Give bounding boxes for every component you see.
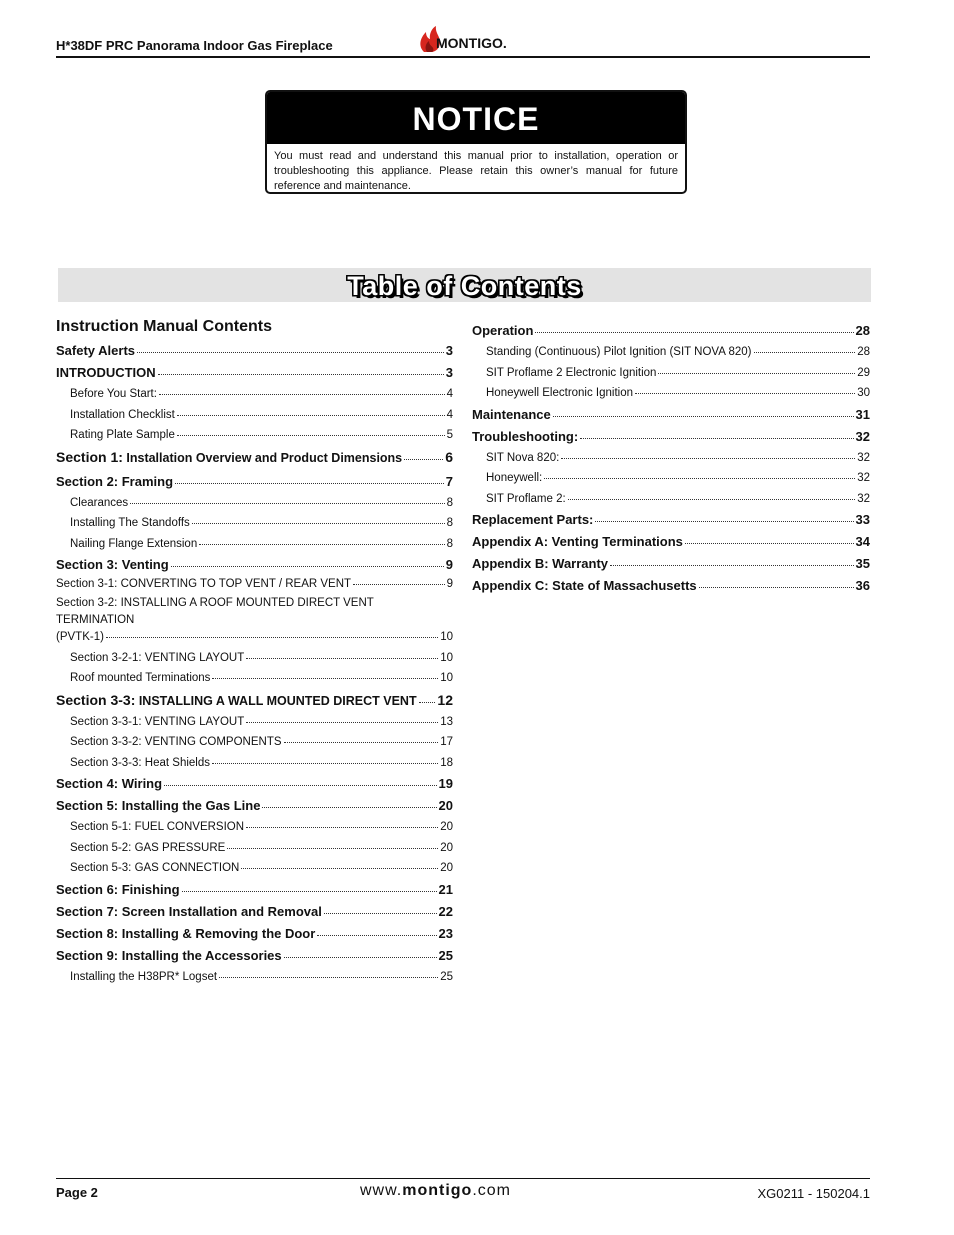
- toc-entry-title-main: Section 2: Framing: [56, 473, 174, 489]
- toc-entry[interactable]: [56, 860, 453, 877]
- toc-entry-page: 23: [438, 925, 453, 941]
- dot-leader: [137, 352, 444, 353]
- dot-leader: [175, 483, 444, 484]
- dot-leader: [284, 742, 439, 743]
- toc-entry-page: 10: [440, 630, 453, 643]
- toc-entry-title-main: Rating Plate Sample: [70, 429, 175, 441]
- dot-leader: [284, 957, 437, 958]
- toc-entry[interactable]: [472, 533, 870, 551]
- toc-left-heading: Instruction Manual Contents: [56, 318, 272, 335]
- toc-banner: [58, 268, 871, 302]
- dot-leader: [635, 393, 855, 394]
- dot-leader: [177, 435, 445, 436]
- toc-entry-title-main: Section 9: Installing the Accessories: [56, 947, 282, 963]
- dot-leader: [241, 868, 438, 869]
- toc-entry-page: 20: [440, 862, 453, 874]
- toc-entry-page: 30: [857, 387, 870, 399]
- toc-entry-title: [70, 734, 282, 751]
- toc-entry-title-main: Section 8: Installing & Removing the Door: [56, 925, 316, 941]
- dot-leader: [658, 373, 855, 374]
- toc-entry-title: [56, 691, 417, 710]
- dot-leader: [106, 637, 438, 638]
- toc-entry[interactable]: [56, 495, 453, 512]
- toc-entry[interactable]: [472, 577, 870, 595]
- toc-entry-title-main: Safety Alerts: [56, 343, 135, 358]
- toc-entry-page: 32: [857, 472, 870, 484]
- toc-entry[interactable]: [56, 364, 453, 382]
- toc-entry-page: 32: [855, 428, 870, 444]
- toc-entry-title-sub: Installation Overview and Product Dimensions: [122, 450, 403, 465]
- toc-entry-page: 5: [446, 429, 453, 441]
- toc-entry-page: 4: [446, 388, 453, 400]
- toc-entry-title-main: Section 3-3-1: VENTING LAYOUT: [70, 715, 245, 728]
- toc-left-column: [56, 316, 453, 985]
- toc-entry-title: [56, 925, 315, 943]
- toc-entry[interactable]: [472, 344, 870, 361]
- dot-leader: [158, 374, 444, 375]
- toc-entry-page: 34: [855, 534, 870, 549]
- toc-entry[interactable]: [56, 342, 453, 360]
- toc-entry[interactable]: [472, 428, 870, 446]
- dot-leader: [324, 913, 437, 914]
- header-divider: [56, 56, 870, 58]
- toc-entry-title: [56, 364, 156, 382]
- toc-entry-title: [70, 670, 210, 687]
- dot-leader: [171, 566, 444, 567]
- toc-entry-title-main: Section 5: Installing the Gas Line: [56, 798, 261, 813]
- toc-entry-title: [472, 555, 608, 573]
- toc-entry[interactable]: [472, 365, 870, 382]
- toc-entry[interactable]: [56, 881, 453, 899]
- dot-leader: [246, 658, 438, 659]
- toc-entry-title-continued: (PVTK-1): [56, 630, 104, 643]
- footer-page-number: Page 2: [56, 1185, 98, 1200]
- toc-entry-title-main: Nailing Flange Extension: [70, 537, 198, 550]
- toc-entry-title: [56, 576, 351, 593]
- dot-leader: [159, 394, 445, 395]
- toc-entry-page: 10: [440, 672, 453, 684]
- toc-entry-page: 22: [438, 903, 453, 919]
- toc-entry-page: 17: [440, 736, 453, 748]
- toc-entry-title-main: Troubleshooting:: [472, 428, 579, 444]
- toc-right-list: [472, 322, 870, 595]
- notice-heading: NOTICE: [267, 92, 685, 144]
- toc-entry-title-main: Honeywell:: [486, 472, 543, 484]
- toc-entry[interactable]: [56, 556, 453, 574]
- montigo-logo: [416, 24, 516, 54]
- toc-entry[interactable]: [472, 406, 870, 424]
- toc-entry[interactable]: [56, 427, 453, 444]
- toc-entry-page: 21: [438, 881, 453, 897]
- toc-entry[interactable]: [56, 473, 453, 491]
- toc-entry-title-main: Installation Checklist: [70, 408, 175, 421]
- dot-leader: [246, 722, 438, 723]
- dot-leader: [580, 438, 853, 439]
- toc-entry-title: [70, 840, 225, 857]
- toc-entry-title-main: Clearances: [70, 496, 129, 509]
- toc-entry-title: [70, 969, 217, 986]
- toc-entry-title-main: Section 3-2-1: VENTING LAYOUT: [70, 651, 245, 664]
- toc-entry-title-main: Before You Start:: [70, 388, 157, 400]
- toc-entry-page: 20: [438, 798, 453, 813]
- toc-entry-title: Section 3-2: INSTALLING A ROOF MOUNTED DIRECT VENT TERMINATION: [56, 596, 374, 626]
- toc-entry-page: 29: [857, 366, 870, 379]
- toc-entry[interactable]: [472, 555, 870, 573]
- dot-leader: [404, 459, 443, 460]
- toc-entry-title-main: Section 5-3: GAS CONNECTION: [70, 862, 240, 874]
- toc-entry-page: 28: [855, 323, 870, 338]
- dot-leader: [164, 785, 436, 786]
- footer-divider: [56, 1178, 870, 1179]
- toc-entry[interactable]: [56, 947, 453, 965]
- dot-leader: [262, 807, 436, 808]
- toc-entry[interactable]: [56, 650, 453, 667]
- dot-leader: [199, 544, 444, 545]
- toc-entry-title: [70, 515, 190, 532]
- dot-leader: [685, 543, 854, 544]
- toc-entry-title-main: Installing The Standoffs: [70, 517, 190, 529]
- toc-entry-title: [70, 407, 175, 424]
- toc-entry-page: 8: [446, 537, 453, 550]
- toc-entry-page: 6: [445, 448, 453, 465]
- toc-title: Table of Contents: [347, 271, 582, 301]
- toc-entry[interactable]: [56, 515, 453, 532]
- toc-entry[interactable]: [56, 925, 453, 943]
- dot-leader: [568, 499, 856, 500]
- toc-entry[interactable]: [56, 775, 453, 793]
- toc-entry-title-main: INTRODUCTION: [56, 365, 156, 380]
- dot-leader: [553, 416, 854, 417]
- toc-entry-page: 31: [855, 406, 870, 422]
- footer-website-link[interactable]: [360, 1182, 511, 1200]
- dot-leader: [535, 332, 853, 333]
- toc-entry[interactable]: [472, 322, 870, 340]
- toc-entry-page: 25: [438, 947, 453, 963]
- toc-entry-title: [70, 427, 175, 444]
- toc-entry-title: [486, 385, 633, 402]
- toc-entry-title: [70, 650, 244, 667]
- toc-right-column: [472, 314, 870, 595]
- header-title: H*38DF PRC Panorama Indoor Gas Fireplace: [56, 38, 333, 53]
- toc-entry-title: [56, 881, 180, 899]
- toc-entry[interactable]: [56, 670, 453, 687]
- toc-entry-title-main: Honeywell Electronic Ignition: [486, 387, 634, 399]
- toc-entry-title: [472, 322, 533, 340]
- toc-entry-page: 10: [440, 651, 453, 664]
- toc-entry-title: [56, 947, 282, 965]
- toc-entry-title: [472, 406, 551, 424]
- toc-entry-title-main: SIT Proflame 2:: [486, 492, 566, 505]
- toc-entry[interactable]: [472, 511, 870, 529]
- toc-entry-page: 4: [446, 408, 453, 421]
- toc-entry-title-main: SIT Proflame 2 Electronic Ignition: [486, 366, 657, 379]
- toc-entry-title-main: SIT Nova 820:: [486, 451, 560, 464]
- toc-entry[interactable]: [56, 903, 453, 921]
- dot-leader: [561, 458, 855, 459]
- notice-box: [265, 90, 687, 194]
- toc-entry-title-main: Section 5-1: FUEL CONVERSION: [70, 821, 245, 833]
- toc-entry[interactable]: [56, 797, 453, 815]
- toc-entry-title-main: Section 7: Screen Installation and Removal: [56, 903, 322, 919]
- toc-entry-title: [70, 860, 239, 877]
- toc-entry-title: [70, 755, 210, 772]
- toc-entry-page: 3: [445, 343, 453, 358]
- toc-entry[interactable]: [472, 470, 870, 487]
- toc-left-list: [56, 342, 453, 985]
- toc-entry-page: 32: [857, 492, 870, 505]
- toc-entry-page: 3: [445, 365, 453, 380]
- toc-entry-page: 19: [438, 776, 453, 791]
- toc-entry-title: [56, 473, 173, 491]
- toc-entry-title: [56, 903, 322, 921]
- dot-leader: [246, 827, 438, 828]
- dot-leader: [177, 415, 445, 416]
- toc-entry-title: [56, 556, 169, 574]
- toc-entry[interactable]: [472, 385, 870, 402]
- toc-entry-page: 36: [855, 578, 870, 593]
- toc-entry-title: [472, 428, 578, 446]
- toc-entry-page: 25: [440, 970, 453, 983]
- toc-entry-title: [486, 450, 559, 467]
- toc-entry-title: [56, 775, 162, 793]
- toc-entry[interactable]: [472, 491, 870, 508]
- dot-leader: [754, 352, 856, 353]
- toc-entry[interactable]: [472, 450, 870, 467]
- toc-entry-page: 33: [855, 512, 870, 527]
- toc-entry-title-main: Operation: [472, 323, 534, 338]
- toc-entry-title-main: Section 5-2: GAS PRESSURE: [70, 841, 226, 854]
- toc-entry[interactable]: [56, 755, 453, 772]
- toc-entry-title: [486, 365, 656, 382]
- toc-entry-page: 32: [857, 451, 870, 464]
- dot-leader: [212, 763, 438, 764]
- footer-url-prefix: www.: [360, 1182, 403, 1199]
- toc-entry-title-main: Section 3: Venting: [56, 557, 169, 572]
- toc-entry[interactable]: [56, 407, 453, 424]
- dot-leader: [699, 587, 854, 588]
- toc-entry-title: [56, 342, 135, 360]
- toc-entry-title: [486, 344, 752, 361]
- toc-entry-title-main: Section 3-1: CONVERTING TO TOP VENT / REAR VENT: [56, 578, 352, 590]
- toc-entry[interactable]: [56, 840, 453, 857]
- toc-entry[interactable]: [56, 448, 453, 467]
- toc-entry[interactable]: [56, 595, 453, 646]
- footer-url-suffix: .com: [472, 1182, 511, 1199]
- logo-text: MONTIGO.: [436, 35, 507, 51]
- dot-leader: [317, 935, 436, 936]
- toc-entry-page: 9: [446, 578, 453, 590]
- toc-entry-page: 12: [437, 691, 453, 708]
- toc-entry-page: 20: [440, 821, 453, 833]
- toc-entry-title-main: Replacement Parts:: [472, 512, 594, 527]
- dot-leader: [227, 848, 438, 849]
- toc-entry-title-main: Roof mounted Terminations: [70, 672, 211, 684]
- dot-leader: [219, 977, 438, 978]
- dot-leader: [182, 891, 437, 892]
- toc-entry-title-main: Section 3-3:: [56, 691, 136, 708]
- toc-entry[interactable]: [56, 386, 453, 403]
- toc-entry-title-main: Section 1:: [56, 448, 123, 465]
- toc-entry[interactable]: [56, 969, 453, 986]
- toc-entry-title-sub: INSTALLING A WALL MOUNTED DIRECT VENT: [135, 693, 417, 708]
- toc-entry[interactable]: [56, 734, 453, 751]
- footer-document-code: XG0211 - 150204.1: [757, 1186, 870, 1201]
- toc-entry[interactable]: [56, 819, 453, 836]
- toc-entry-title: [486, 470, 542, 487]
- dot-leader: [595, 521, 853, 522]
- toc-entry-page: 13: [440, 715, 453, 728]
- dot-leader: [130, 503, 444, 504]
- toc-entry-title: [70, 536, 197, 553]
- toc-entry-title-main: Maintenance: [472, 406, 551, 422]
- toc-entry-title-main: Section 4: Wiring: [56, 776, 163, 791]
- notice-body: You must read and understand this manual prior to installation, operation or troubleshooting this appliance. Please retain this owner’s manual for future reference and maintenance.: [274, 150, 678, 192]
- toc-entry-title-main: Standing (Continuous) Pilot Ignition (SIT NOVA 820): [486, 346, 752, 358]
- toc-entry-title: [472, 577, 697, 595]
- toc-entry-page: 35: [855, 556, 870, 571]
- toc-entry-title-main: Appendix B: Warranty: [472, 556, 609, 571]
- toc-entry-title-main: Section 3-3-3: Heat Shields: [70, 756, 210, 769]
- toc-entry-title-main: Appendix A: Venting Terminations: [472, 534, 683, 549]
- toc-entry-title: [472, 511, 593, 529]
- toc-entry[interactable]: [56, 714, 453, 731]
- dot-leader: [353, 584, 445, 585]
- dot-leader: [544, 478, 855, 479]
- toc-entry-page: 28: [857, 346, 870, 358]
- toc-entry[interactable]: [56, 691, 453, 710]
- toc-entry[interactable]: [56, 576, 453, 593]
- dot-leader: [419, 702, 436, 703]
- toc-entry-title: [472, 533, 683, 551]
- dot-leader: [192, 523, 445, 524]
- toc-entry-title-main: Appendix C: State of Massachusetts: [472, 578, 697, 593]
- toc-entry-title-main: Installing the H38PR* Logset: [70, 970, 218, 983]
- toc-entry-title: [70, 819, 244, 836]
- toc-entry-title: [486, 491, 566, 508]
- toc-entry-title: [56, 797, 260, 815]
- toc-entry-page: 7: [445, 473, 453, 489]
- toc-entry-page: 9: [445, 557, 453, 572]
- toc-entry-title: [56, 448, 402, 467]
- toc-entry-title: [70, 495, 128, 512]
- toc-entry[interactable]: [56, 536, 453, 553]
- toc-entry-title: [70, 714, 244, 731]
- toc-entry-page: 18: [440, 756, 453, 769]
- toc-entry-page: 20: [440, 841, 453, 854]
- toc-entry-title-main: Section 3-3-2: VENTING COMPONENTS: [70, 736, 282, 748]
- toc-entry-page: 8: [446, 496, 453, 509]
- toc-entry-page: 8: [446, 517, 453, 529]
- toc-entry-title-main: Section 6: Finishing: [56, 881, 180, 897]
- footer-url-brand: montigo: [402, 1182, 473, 1199]
- dot-leader: [212, 678, 438, 679]
- toc-entry-title: [70, 386, 157, 403]
- dot-leader: [610, 565, 854, 566]
